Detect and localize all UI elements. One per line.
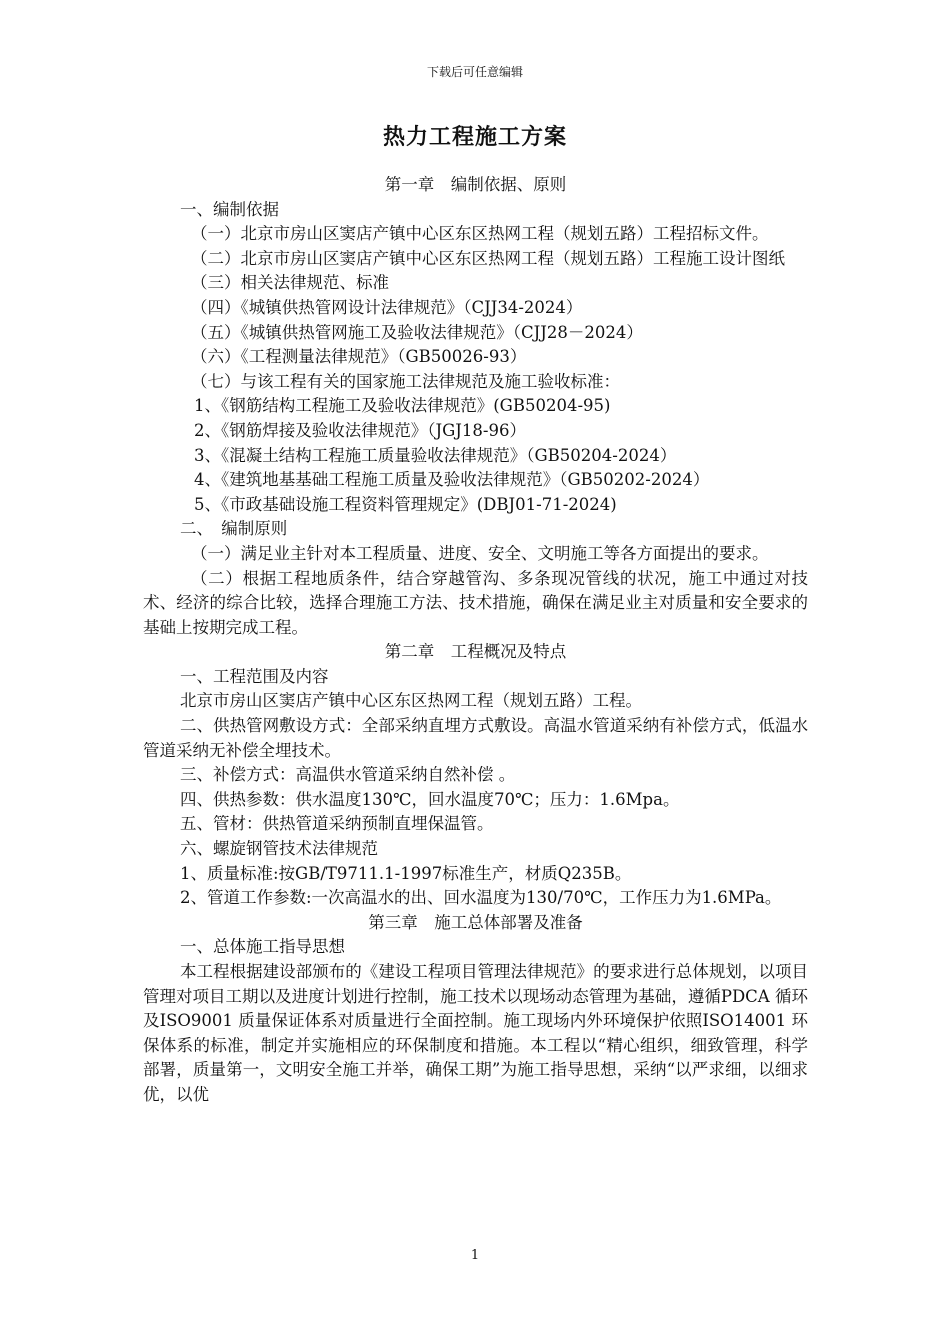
chapter1-section2-heading: 二、 编制原则 [180, 519, 288, 539]
chapter3-section1-heading: 一、总体施工指导思想 [180, 937, 345, 957]
standard-item-5: 5、《市政基础设施工程资料管理规定》(DBJ01-71-2024) [194, 494, 617, 514]
basis-item-3: （三）相关法律规范、标准 [191, 273, 389, 293]
document-body [143, 173, 808, 1108]
standard-item-2: 2、《钢筋焊接及验收法律规范》（JGJ18-96） [194, 420, 526, 440]
pipe-material: 五、管材：供热管道采纳预制直埋保温管。 [180, 814, 494, 834]
basis-item-4: （四）《城镇供热管网设计法律规范》（CJJ34-2024） [191, 297, 583, 317]
header-note: 下载后可任意编辑 [426, 65, 523, 79]
basis-item-1: （一）北京市房山区窦店产镇中心区东区热网工程（规划五路）工程招标文件。 [191, 224, 769, 244]
basis-item-5: （五）《城镇供热管网施工及验收法律规范》（CJJ28－2024） [191, 322, 643, 342]
spiral-pipe-heading: 六、螺旋钢管技术法律规范 [180, 839, 378, 859]
basis-item-6: （六）《工程测量法律规范》（GB50026-93） [191, 347, 527, 367]
chapter2-heading: 第二章 工程概况及特点 [384, 642, 567, 662]
chapter1-section1-heading: 一、编制依据 [180, 199, 279, 219]
document-title: 热力工程施工方案 [382, 125, 567, 150]
chapter2-section1-heading: 一、工程范围及内容 [180, 666, 329, 686]
principle-item-2: （二）根据工程地质条件，结合穿越管沟、多条现况管线的状况，施工中通过对技术、经济的综合比较，选择合理施工方法、技术措施，确保在满足业主对质量和安全要求的基础上按期完成工程。 [143, 568, 808, 637]
project-scope: 北京市房山区窦店产镇中心区东区热网工程（规划五路）工程。 [180, 691, 642, 711]
principle-item-1: （一）满足业主针对本工程质量、进度、安全、文明施工等各方面提出的要求。 [191, 543, 769, 563]
chapter3-heading: 第三章 施工总体部署及准备 [368, 912, 583, 932]
laying-method: 二、供热管网敷设方式：全部采纳直埋方式敷设。高温水管道采纳有补偿方式，低温水管道采纳无补偿全埋技术。 [143, 716, 808, 760]
standard-item-1: 1、《钢筋结构工程施工及验收法律规范》(GB50204-95) [194, 396, 611, 416]
quality-standard: 1、质量标准:按GB/T9711.1-1997标准生产，材质Q235B。 [180, 863, 632, 883]
page-number: 1 [470, 1248, 480, 1263]
compensation-method: 三、补偿方式：高温供水管道采纳自然补偿 。 [180, 765, 516, 785]
basis-item-7: （七）与该工程有关的国家施工法律规范及施工验收标准： [191, 371, 620, 391]
standard-item-4: 4、《建筑地基基础工程施工质量及验收法律规范》（GB50202-2024） [194, 470, 710, 490]
guiding-ideology-paragraph: 本工程根据建设部颁布的《建设工程项目管理法律规范》的要求进行总体规划，以项目管理对项目工期以及进度计划进行控制，施工技术以现场动态管理为基础，遵循PDCA 循环及ISO9001 质量保证体系对质量进行全面控制。施工现场内外环境保护依照ISO14001 环保体系的标准，制定并实施相应的环保制度和措施。本工程以“精心组织，细致管理，科学部署，质量第一，文明安全施工并举，确保工期”为施工指导思想，采纳“以严求细，以细求优，以优 [143, 962, 808, 1104]
chapter1-heading: 第一章 编制依据、原则 [384, 175, 567, 194]
pipe-work-parameters: 2、管道工作参数:一次高温水的出、回水温度为130/70℃，工作压力为1.6MPa。 [180, 888, 782, 908]
basis-item-2: （二）北京市房山区窦店产镇中心区东区热网工程（规划五路）工程施工设计图纸 [191, 248, 785, 268]
heating-parameters: 四、供热参数：供水温度130℃，回水温度70℃；压力：1.6Mpa。 [180, 789, 680, 809]
standard-item-3: 3、《混凝土结构工程施工质量验收法律规范》（GB50204-2024） [194, 445, 677, 465]
